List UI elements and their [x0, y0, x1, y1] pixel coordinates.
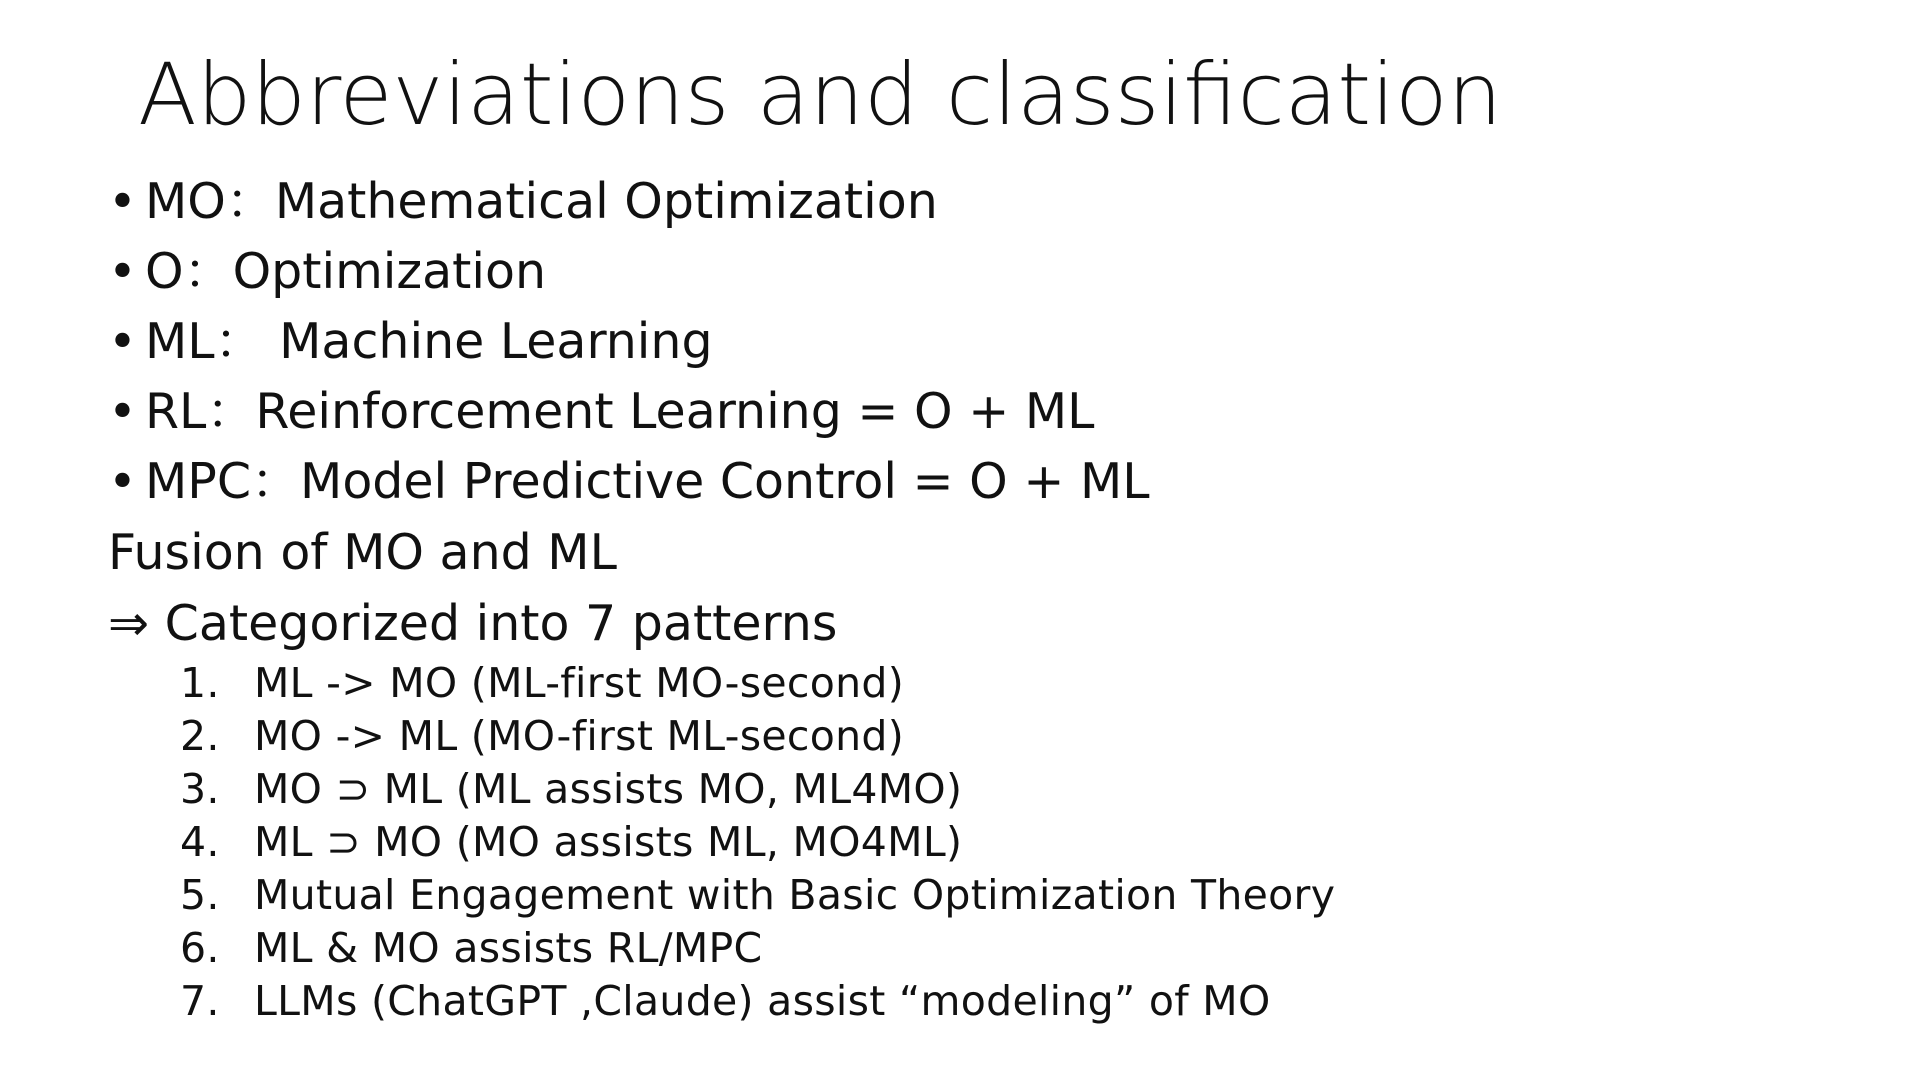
pattern-item	[108, 710, 1808, 763]
bullet-item	[108, 167, 1808, 237]
pattern-text: Mutual Engagement with Basic Optimization Theory	[254, 871, 1336, 919]
list-number: 5.	[180, 871, 220, 919]
list-number: 1.	[180, 659, 220, 707]
pattern-text: ML -> MO (ML-first MO-second)	[254, 659, 905, 707]
pattern-item	[108, 816, 1808, 869]
list-number: 7.	[180, 977, 220, 1025]
pattern-text: LLMs (ChatGPT ,Claude) assist “modeling” of MO	[254, 977, 1271, 1025]
bullet-icon: •	[108, 453, 137, 510]
pattern-item	[108, 869, 1808, 922]
pattern-text: ML ⊃ MO (MO assists ML, MO4ML)	[254, 818, 963, 866]
pattern-text: ML & MO assists RL/MPC	[254, 924, 763, 972]
bullet-text: RL：Reinforcement Learning = O + ML	[145, 383, 1095, 440]
list-number: 2.	[180, 712, 220, 760]
bullet-item	[108, 307, 1808, 377]
bullet-text: ML： Machine Learning	[145, 313, 713, 370]
pattern-item	[108, 657, 1808, 710]
bullet-text: MPC：Model Predictive Control = O + ML	[145, 453, 1150, 510]
pattern-list	[108, 657, 1808, 1028]
bullet-item	[108, 377, 1808, 447]
pattern-item	[108, 922, 1808, 975]
bullet-text: MO：Mathematical Optimization	[145, 173, 938, 230]
list-number: 6.	[180, 924, 220, 972]
list-number: 3.	[180, 765, 220, 813]
slide-title: Abbreviations and classification	[138, 45, 1503, 145]
pattern-text: MO -> ML (MO-first ML-second)	[254, 712, 905, 760]
slide-body	[108, 167, 1808, 1028]
bullet-text: O：Optimization	[145, 243, 547, 300]
bullet-item	[108, 237, 1808, 307]
bullet-icon: •	[108, 313, 137, 370]
pattern-item	[108, 763, 1808, 816]
abbreviation-list	[108, 167, 1808, 517]
pattern-text: MO ⊃ ML (ML assists MO, ML4MO)	[254, 765, 963, 813]
bullet-icon: •	[108, 243, 137, 300]
bullet-icon: •	[108, 173, 137, 230]
categorized-heading: ⇒ Categorized into 7 patterns	[108, 595, 838, 652]
pattern-item	[108, 975, 1808, 1028]
bullet-item	[108, 447, 1808, 517]
fusion-heading: Fusion of MO and ML	[108, 524, 617, 581]
list-number: 4.	[180, 818, 220, 866]
bullet-icon: •	[108, 383, 137, 440]
